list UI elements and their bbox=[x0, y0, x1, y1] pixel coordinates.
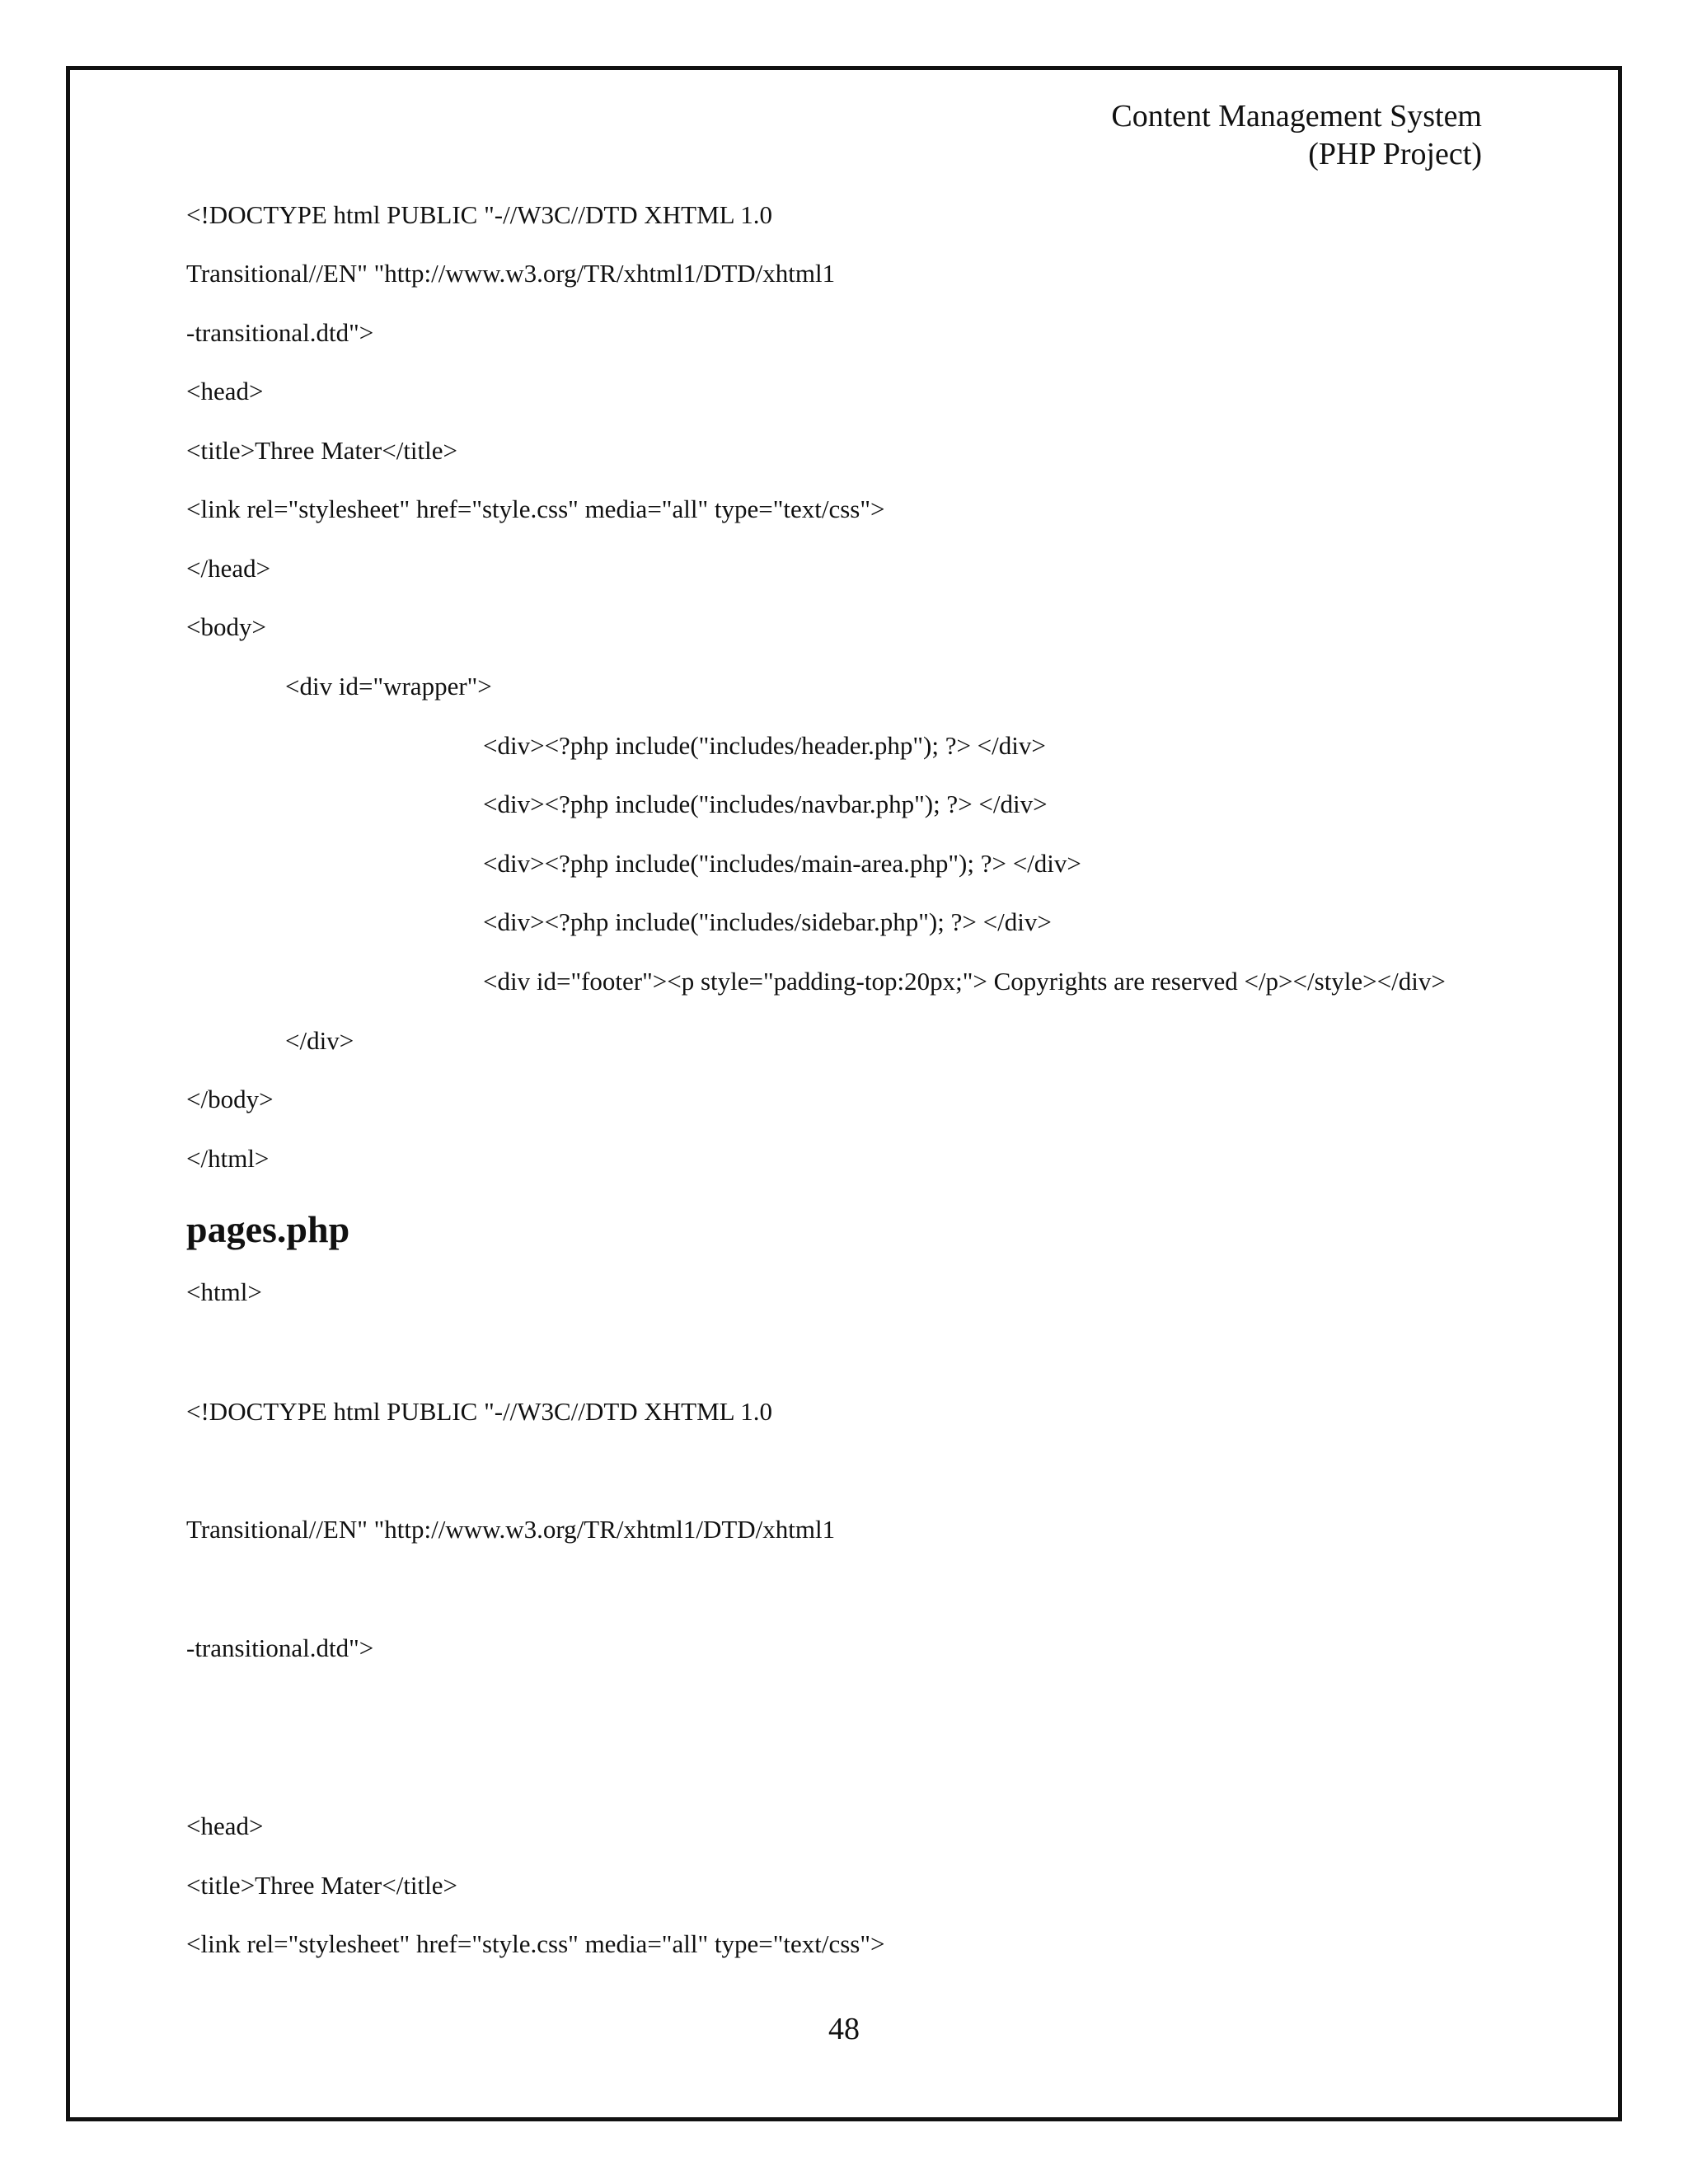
code-line: <body> bbox=[186, 612, 266, 641]
code-line: </html> bbox=[186, 1144, 270, 1173]
code-line: <!DOCTYPE html PUBLIC "-//W3C//DTD XHTML 1.0 bbox=[186, 1397, 772, 1426]
code-line: <title>Three Mater</title> bbox=[186, 436, 458, 465]
code-line: </head> bbox=[186, 554, 271, 583]
code-line: </div> bbox=[285, 1026, 354, 1055]
code-line: <link rel="stylesheet" href="style.css" media="all" type="text/css"> bbox=[186, 494, 885, 523]
running-header bbox=[1111, 97, 1482, 173]
code-line: <div id="footer"><p style="padding-top:20px;"> Copyrights are reserved </p></style></div> bbox=[483, 967, 1446, 996]
page-number: 48 bbox=[828, 2012, 860, 2046]
code-line: <div id="wrapper"> bbox=[285, 672, 492, 701]
code-line: Transitional//EN" "http://www.w3.org/TR/xhtml1/DTD/xhtml1 bbox=[186, 1515, 836, 1544]
code-line: -transitional.dtd"> bbox=[186, 318, 374, 347]
document-subtitle: (PHP Project) bbox=[1308, 137, 1482, 171]
code-line: <!DOCTYPE html PUBLIC "-//W3C//DTD XHTML 1.0 bbox=[186, 200, 772, 229]
section-heading: pages.php bbox=[186, 1208, 350, 1250]
code-line: </body> bbox=[186, 1085, 274, 1113]
code-line: <div><?php include("includes/sidebar.php"); ?> </div> bbox=[483, 907, 1052, 936]
code-line: <link rel="stylesheet" href="style.css" media="all" type="text/css"> bbox=[186, 1929, 885, 1958]
code-line: <head> bbox=[186, 377, 264, 405]
code-line: <head> bbox=[186, 1811, 264, 1840]
code-line: <div><?php include("includes/header.php"); ?> </div> bbox=[483, 731, 1046, 760]
code-line: <title>Three Mater</title> bbox=[186, 1871, 458, 1900]
code-line: <div><?php include("includes/navbar.php"); ?> </div> bbox=[483, 790, 1048, 818]
code-line: -transitional.dtd"> bbox=[186, 1633, 374, 1662]
code-line: <html> bbox=[186, 1277, 262, 1306]
code-line: <div><?php include("includes/main-area.php"); ?> </div> bbox=[483, 849, 1081, 878]
code-line: Transitional//EN" "http://www.w3.org/TR/xhtml1/DTD/xhtml1 bbox=[186, 259, 836, 288]
page-border bbox=[66, 66, 1622, 2121]
document-title: Content Management System bbox=[1111, 99, 1482, 134]
